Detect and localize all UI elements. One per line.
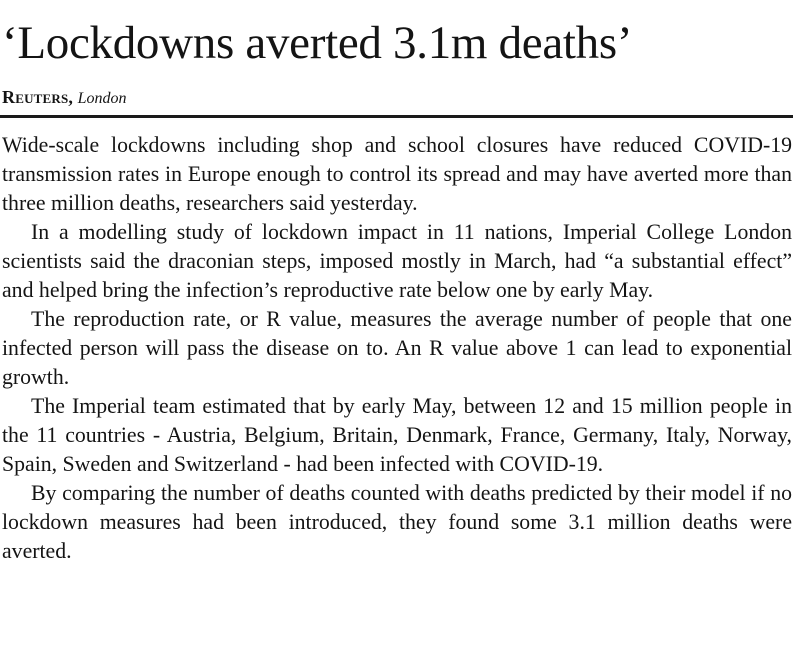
byline-agency: Reuters, — [2, 87, 74, 107]
article-paragraph: The Imperial team estimated that by early May, between 12 and 15 million people in the 11 countries - Austria, Belgium, Britain, Denmark, France, Germany, Italy, Norway, Spain, Sweden and Switzerland - had been infected with COVID-19. — [2, 394, 792, 476]
article-paragraph: Wide-scale lockdowns including shop and school closures have reduced COVID-19 transmission rates in Europe enough to control its spread and may have averted more than three million deaths, researchers said yesterday. — [2, 133, 792, 215]
article-byline — [2, 86, 127, 110]
article-paragraph: By comparing the number of deaths counted with deaths predicted by their model if no lockdown measures had been introduced, they found some 3.1 million deaths were averted. — [2, 481, 792, 563]
article-body — [2, 131, 792, 566]
article-paragraph: In a modelling study of lockdown impact in 11 nations, Imperial College London scientists said the draconian steps, imposed mostly in March, had “a substantial effect” and helped bring the infection’s reproductive rate below one by early May. — [2, 220, 792, 302]
byline-location: London — [77, 90, 127, 107]
article-paragraph: The reproduction rate, or R value, measures the average number of people that one infected person will pass the disease on to. An R value above 1 can lead to exponential growth. — [2, 307, 792, 389]
article-headline: ‘Lockdowns averted 3.1m deaths’ — [2, 17, 633, 69]
headline-divider — [0, 115, 793, 118]
